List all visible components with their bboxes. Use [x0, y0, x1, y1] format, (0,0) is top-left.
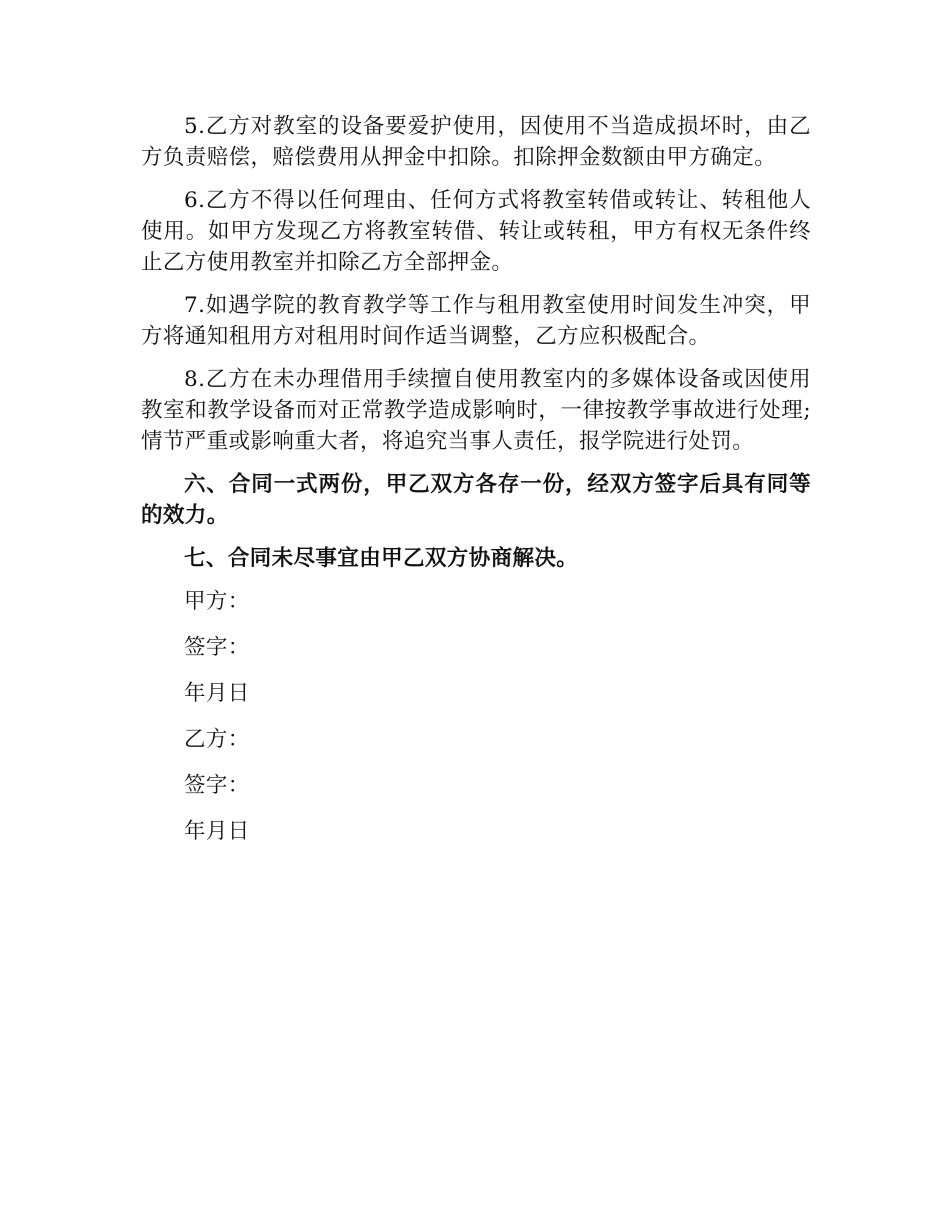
clause-item-8: 8.乙方在未办理借用手续擅自使用教室内的多媒体设备或因使用教室和教学设备而对正常教学造成影响时，一律按教学事故进行处理;情节严重或影响重大者，将追究当事人责任，报学院进行处罚。 [141, 367, 811, 454]
clause-item-6: 6.乙方不得以任何理由、任何方式将教室转借或转让、转租他人使用。如甲方发现乙方将教室转借、转让或转租，甲方有权无条件终止乙方使用教室并扣除乙方全部押金。 [141, 188, 811, 275]
party-a-label: 甲方： [184, 589, 250, 614]
clause-six: 六、合同一式两份，甲乙双方各存一份，经双方签字后具有同等的效力。 [141, 472, 811, 528]
party-a-signature: 签字： [184, 635, 250, 660]
document-body [141, 111, 811, 862]
party-a-date: 年月日 [184, 681, 250, 706]
party-b-date: 年月日 [184, 819, 250, 844]
clause-item-5: 5.乙方对教室的设备要爱护使用，因使用不当造成损坏时，由乙方负责赔偿，赔偿费用从押金中扣除。扣除押金数额由甲方确定。 [141, 114, 811, 170]
party-b-label: 乙方： [184, 727, 250, 752]
clause-item-7: 7.如遇学院的教育教学等工作与租用教室使用时间发生冲突，甲方将通知租用方对租用时间作适当调整，乙方应积极配合。 [141, 293, 811, 349]
signature-block [141, 586, 811, 847]
party-b-signature: 签字： [184, 773, 250, 798]
clause-seven: 七、合同未尽事宜由甲乙双方协商解决。 [184, 546, 579, 571]
